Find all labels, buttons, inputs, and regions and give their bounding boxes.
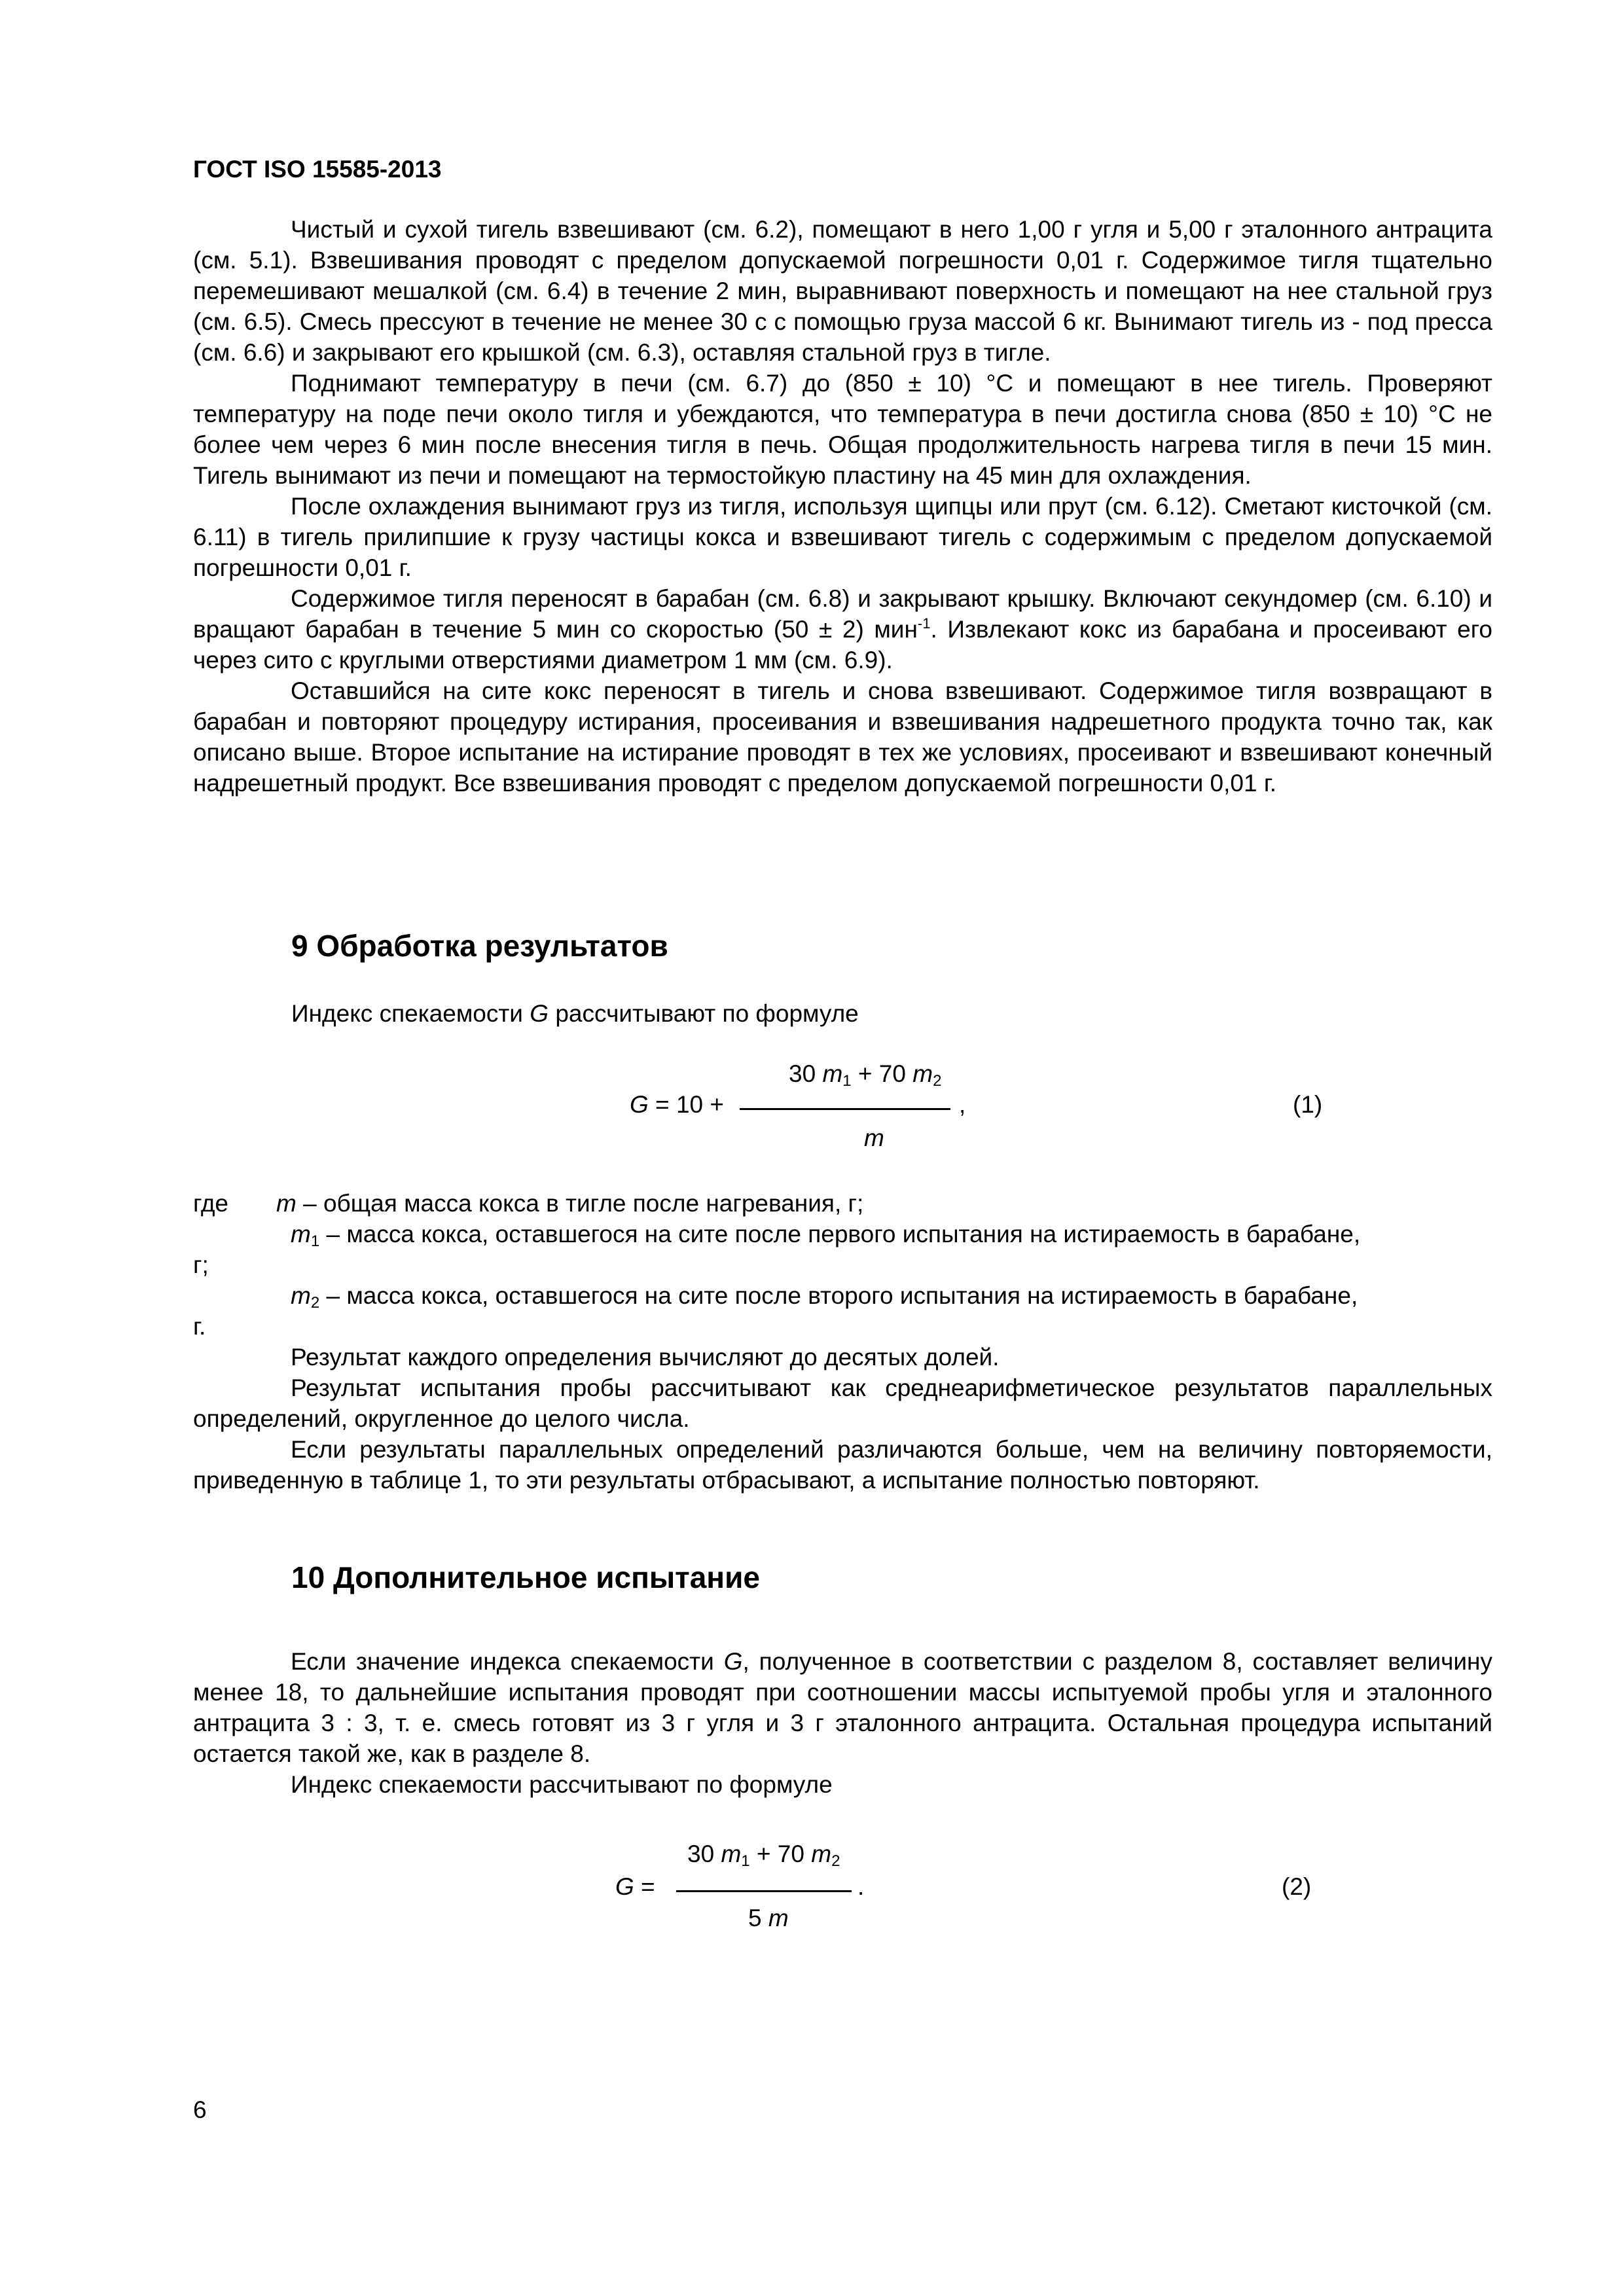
intro-text: рассчитывают по формуле (549, 1000, 859, 1027)
section-9-title: 9 Обработка результатов (291, 929, 668, 963)
formula-1-denominator (864, 1124, 884, 1152)
formula-1-trail: , (959, 1091, 966, 1118)
section-8-text (193, 214, 1492, 798)
equation-number: (1) (1293, 1091, 1323, 1118)
variable: m (912, 1060, 933, 1087)
page-number: 6 (193, 2096, 207, 2123)
document-header: ГОСТ ISO 15585-2013 (193, 156, 442, 183)
variable: m (291, 1282, 311, 1309)
section-9-intro (291, 998, 1492, 1029)
paragraph (193, 583, 1492, 675)
formula-2-trail: . (857, 1873, 865, 1900)
variable: m (291, 1221, 311, 1247)
paragraph: Индекс спекаемости рассчитывают по формуле (291, 1771, 833, 1798)
subscript: 2 (831, 1852, 840, 1870)
section-10-text (193, 1646, 1492, 1800)
operator: + 70 (749, 1840, 812, 1867)
definition-text: – общая масса кокса в тигле после нагревания, г; (296, 1190, 864, 1217)
paragraph-text: Если значение индекса спекаемости (291, 1648, 724, 1675)
paragraph: Поднимают температуру в печи (см. 6.7) до (850 ± 10) °С и помещают в нее тигель. Проверяют температуру на поде печи около тигля и убеждаются, что температура в печи достигла снова (850 ± 10) °С не более чем через 6 мин после внесения тигля в печь. Общая продолжительность нагрева тигля в печи 15 мин. Тигель вынимают из печи и помещают на термостойкую пластину на 45 мин для охлаждения. (193, 370, 1492, 489)
paragraph-text: Содержимое тигля переносят в барабан (см. 6.8) и закрывают крышку. Включают секундомер (см. 6.10) и вращают барабан в течение 5 мин со скоростью (50 ± 2) мин (193, 585, 1492, 643)
operator: + 70 (851, 1060, 913, 1087)
intro-text: Индекс спекаемости (291, 1000, 530, 1027)
variable: G (723, 1648, 743, 1675)
variable: m (276, 1190, 297, 1217)
variable: m (811, 1840, 832, 1867)
paragraph: Оставшийся на сите кокс переносят в тигель и снова взвешивают. Содержимое тигля возвращают в барабан и повторяют процедуру истирания, просеивания и взвешивания надрешетного продукта точно так, как описано выше. Второе испытание на истирание проводят в тех же условиях, просеивают и взвешивают конечный надрешетный продукт. Все взвешивания проводят с пределом допускаемой погрешности 0,01 г. (193, 677, 1492, 797)
operator: = (634, 1873, 655, 1900)
variable: m (768, 1905, 789, 1931)
definition-cont: г; (193, 1251, 209, 1278)
variable: G (530, 1000, 549, 1027)
definition-item (193, 1188, 1492, 1219)
subscript: 2 (310, 1294, 320, 1312)
formula-1-numerator (789, 1060, 941, 1088)
definition-item (193, 1280, 1492, 1311)
variable: m (864, 1124, 884, 1151)
formula-2-denominator (748, 1905, 789, 1932)
variable: m (721, 1840, 742, 1867)
paragraph: Чистый и сухой тигель взвешивают (см. 6.2), помещают в него 1,00 г угля и 5,00 г эталонного антрацита (см. 5.1). Взвешивания проводят с пределом допускаемой погрешности 0,01 г. Содержимое тигля тщательно перемешивают мешалкой (см. 6.4) в течение 2 мин, выравнивают поверхность и помещают на нее стальной груз (см. 6.5). Смесь прессуют в течение не менее 30 с с помощью груза массой 6 кг. Вынимают тигель из - под пресса (см. 6.6) и закрывают его крышкой (см. 6.3), оставляя стальной груз в тигле. (193, 216, 1492, 366)
operator: = 10 + (648, 1091, 724, 1118)
paragraph: После охлаждения вынимают груз из тигля, используя щипцы или прут (см. 6.12). Сметают кисточкой (см. 6.11) в тигель прилипшие к грузу частицы кокса и взвешивают тигель с содержимым с пределом допускаемой погрешности 0,01 г. (193, 493, 1492, 581)
where-label: где (193, 1190, 229, 1217)
coef: 5 (748, 1905, 768, 1931)
formula-2-lhs (615, 1873, 655, 1901)
definitions-block (193, 1188, 1492, 1496)
paragraph: Если результаты параллельных определений различаются больше, чем на величину повторяемости, приведенную в таблице 1, то эти результаты отбрасывают, а испытание полностью повторяют. (193, 1436, 1492, 1494)
variable: G (615, 1873, 634, 1900)
paragraph-text: , полученное в соответствии с разделом 8, составляет величину менее 18, то дальнейшие испытания проводят при соотношении массы испытуемой пробы угля и эталонного антрацита 3 : 3, т. е. смесь готовят из 3 г угля и 3 г эталонного антрацита. Остальная процедура испытаний остается такой же, как в разделе 8. (193, 1648, 1492, 1767)
paragraph: Результат испытания пробы рассчитывают как среднеарифметическое результатов параллельных определений, округленное до целого числа. (193, 1374, 1492, 1432)
paragraph-text: . Извлекают кокс из барабана и просеивают его через сито с круглыми отверстиями диаметром 1 мм (см. 6.9). (193, 616, 1492, 673)
formula-1-lhs (630, 1091, 724, 1119)
section-10-title: 10 Дополнительное испытание (291, 1560, 760, 1594)
subscript: 1 (310, 1232, 320, 1250)
definition-text: – масса кокса, оставшегося на сите после первого испытания на истираемость в барабане, (319, 1221, 1361, 1247)
coef: 30 (687, 1840, 721, 1867)
definition-item (193, 1219, 1492, 1249)
variable: G (630, 1091, 649, 1118)
equation-number: (2) (1282, 1873, 1312, 1900)
definition-line (276, 1188, 863, 1219)
definition-cont: г. (193, 1313, 206, 1340)
fraction-line (676, 1890, 852, 1892)
paragraph (193, 1646, 1492, 1769)
coef: 30 (789, 1060, 823, 1087)
subscript: 1 (842, 1072, 852, 1090)
formula-2-numerator (687, 1840, 840, 1868)
fraction-line (740, 1108, 950, 1110)
variable: m (822, 1060, 843, 1087)
subscript: 2 (933, 1072, 942, 1090)
subscript: 1 (741, 1852, 750, 1870)
paragraph: Результат каждого определения вычисляют до десятых долей. (291, 1344, 1000, 1371)
definition-text: – масса кокса, оставшегося на сите после второго испытания на истираемость в барабане, (319, 1282, 1358, 1309)
superscript: -1 (917, 615, 931, 632)
